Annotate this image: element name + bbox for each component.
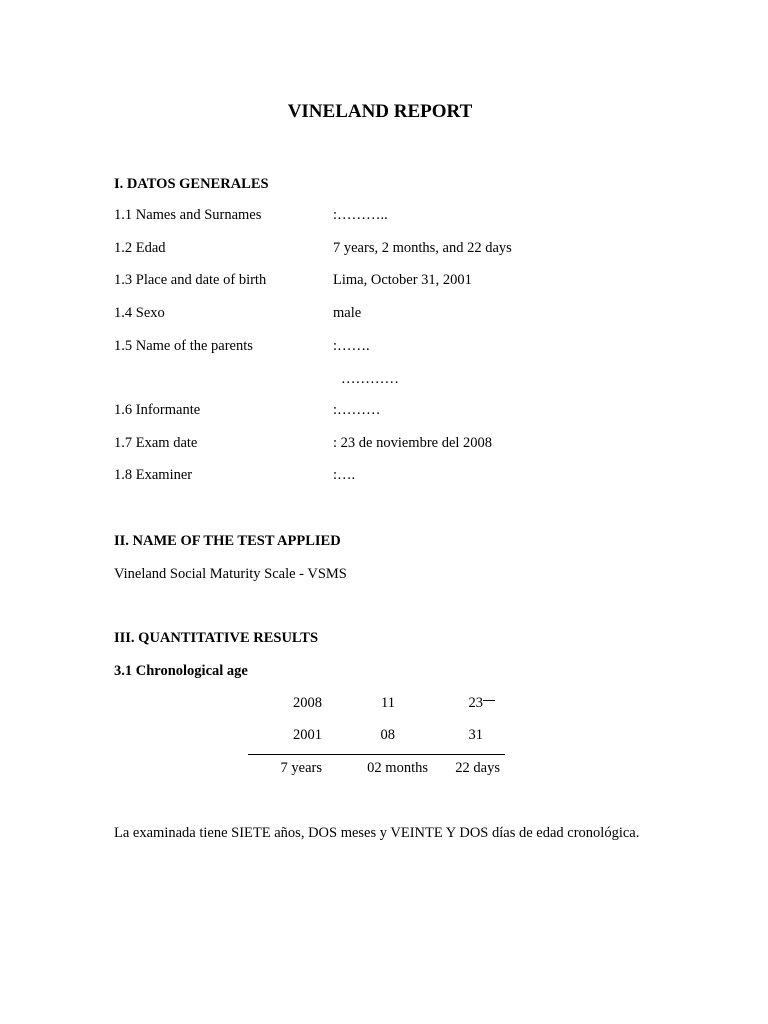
- field-label-informant: 1.6 Informante: [114, 402, 201, 418]
- calc-row2-year: 2001: [293, 727, 322, 743]
- field-value-informant: :………: [333, 402, 381, 418]
- calc-row1-year: 2008: [293, 695, 322, 711]
- chronological-age-subheading: 3.1 Chronological age: [114, 663, 248, 679]
- calc-result-days: 22 days: [455, 760, 500, 776]
- calc-row1-month: 11: [381, 695, 395, 711]
- field-value-parents-line2: …………: [341, 371, 399, 387]
- field-value-sex: male: [333, 305, 362, 321]
- field-label-exam-date: 1.7 Exam date: [114, 435, 198, 451]
- field-value-birth: Lima, October 31, 2001: [333, 272, 472, 288]
- conclusion-text: La examinada tiene SIETE años, DOS meses y VEINTE Y DOS días de edad cronológica.: [114, 825, 640, 841]
- test-name: Vineland Social Maturity Scale - VSMS: [114, 566, 347, 582]
- field-label-sex: 1.4 Sexo: [114, 305, 165, 321]
- field-label-examiner: 1.8 Examiner: [114, 467, 193, 483]
- field-value-age: 7 years, 2 months, and 22 days: [333, 240, 512, 256]
- field-value-exam-date: : 23 de noviembre del 2008: [333, 435, 493, 451]
- calc-row2-day: 31: [468, 727, 483, 743]
- subtraction-mark: [483, 700, 495, 701]
- field-label-birth: 1.3 Place and date of birth: [114, 272, 267, 288]
- field-label-names: 1.1 Names and Surnames: [114, 207, 262, 223]
- field-label-age: 1.2 Edad: [114, 240, 166, 256]
- section-3-heading: III. QUANTITATIVE RESULTS: [114, 630, 319, 646]
- report-title: VINELAND REPORT: [287, 101, 473, 122]
- field-value-parents: :…….: [333, 338, 370, 354]
- field-value-examiner: :….: [333, 467, 356, 483]
- field-value-names: :………..: [333, 207, 388, 223]
- section-1-heading: I. DATOS GENERALES: [114, 176, 269, 192]
- field-label-parents: 1.5 Name of the parents: [114, 338, 253, 354]
- calc-result-years: 7 years: [280, 760, 322, 776]
- section-2-heading: II. NAME OF THE TEST APPLIED: [114, 533, 341, 549]
- calc-result-months: 02 months: [367, 760, 428, 776]
- calc-row2-month: 08: [380, 727, 395, 743]
- calc-row1-day: 23: [468, 695, 483, 711]
- subtraction-line: [248, 754, 505, 755]
